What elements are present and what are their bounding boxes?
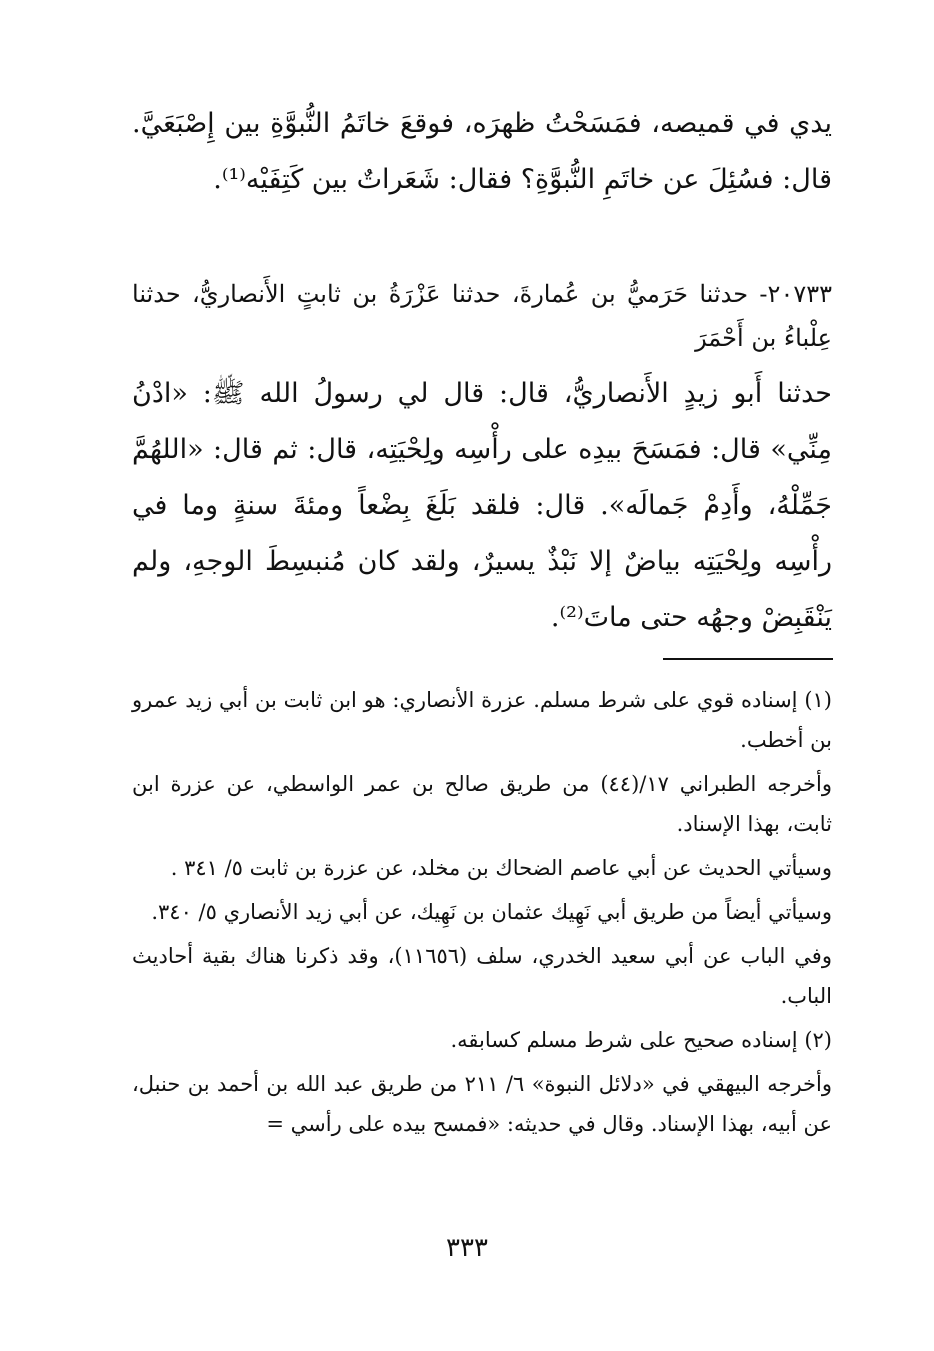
footnote-1-cont-a: وأخرجه الطبراني ١٧/(٤٤) من طريق صالح بن عمر الواسطي، عن عزرة ابن ثابت، بهذا الإسناد. bbox=[132, 772, 832, 836]
footnote-1: (١) إسناده قوي على شرط مسلم. عزرة الأنصاري: هو ابن ثابت بن أبي زيد عمرو بن أخطب. bbox=[132, 688, 832, 752]
main-paragraph-1: يدي في قميصه، فمَسَحْتُ ظهرَه، فوقعَ خاتَمُ النُّبوَّةِ بين إِصْبَعَيَّ. قال: فسُئِلَ عن خاتَمِ النُّبوَّةِ؟ فقال: شَعَراتٌ بين كَتِفَيْه⁽¹⁾. bbox=[132, 108, 832, 195]
footnotes bbox=[132, 680, 832, 1148]
footnote-1-cont-d: وفي الباب عن أبي سعيد الخدري، سلف (١١٦٥٦)، وقد ذكرنا هناك بقية أحاديث الباب. bbox=[132, 944, 832, 1008]
footnote-2: (٢) إسناده صحيح على شرط مسلم كسابقه. bbox=[450, 1028, 832, 1052]
hadith-heading: ٢٠٧٣٣- حدثنا حَرَميُّ بن عُمارةَ، حدثنا عَزْرَةُ بن ثابتٍ الأَنصاريُّ، حدثنا عِلْباءُ بن أَحْمَرَ bbox=[132, 280, 832, 352]
footnote-separator bbox=[663, 658, 833, 660]
footnote-1-cont-c: وسيأتي أيضاً من طريق أبي نَهِيك عثمان بن نَهِيك، عن أبي زيد الأنصاري ٥/ ٣٤٠. bbox=[151, 900, 832, 924]
footnote-2-cont: وأخرجه البيهقي في «دلائل النبوة» ٦/ ٢١١ من طريق عبد الله بن أحمد بن حنبل، عن أبيه، بهذا الإسناد. وقال في حديثه: «فمسح بيده على رأسي = bbox=[132, 1072, 832, 1136]
footnote-1-cont-b: وسيأتي الحديث عن أبي عاصم الضحاك بن مخلد، عن عزرة بن ثابت ٥/ ٣٤١ . bbox=[170, 856, 832, 880]
page-number: ٣٣٣ bbox=[446, 1233, 488, 1263]
main-paragraph-3: حدثنا أَبو زيدٍ الأَنصاريُّ، قال: قال لي رسولُ الله ﷺ: «ادْنُ مِنِّي» قال: فمَسَحَ بيدِه على رأْسِه ولِحْيَتِه، قال: ثم قال: «اللهُمَّ جَمِّلْهُ، وأَدِمْ جَمالَه». قال: فلقد بَلَغَ بِضْعاً ومئةَ سنةٍ وما في رأْسِه ولِحْيَتِه بياضٌ إلا نَبْذٌ يسيرٌ، ولقد كان مُنبسِطَ الوجهِ، ولم يَنْقَبِضْ وجهُه حتى ماتَ⁽²⁾. bbox=[132, 378, 832, 633]
